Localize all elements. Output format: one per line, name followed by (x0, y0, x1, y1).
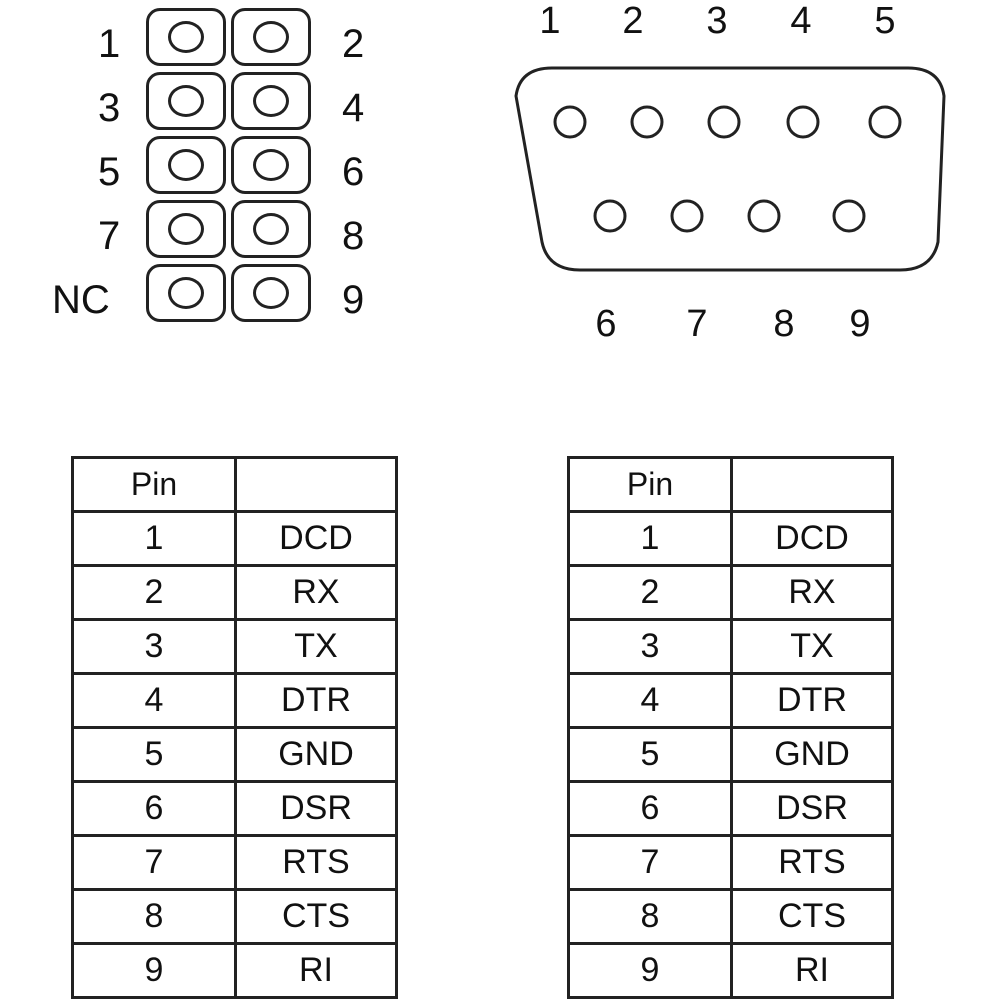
signal-cell: DCD (732, 512, 893, 566)
db9-shell (516, 68, 944, 270)
header-pin-label: NC (52, 278, 110, 322)
pin-number-cell: 6 (569, 782, 732, 836)
pin-number-cell: 7 (569, 836, 732, 890)
pin-number-cell: 8 (569, 890, 732, 944)
column-header: Pin (569, 458, 732, 512)
pin-hole (168, 21, 204, 53)
pin-hole (168, 85, 204, 117)
table-header-row (569, 458, 893, 512)
header-pin (146, 136, 226, 194)
table-row (569, 944, 893, 998)
db9-pin (632, 107, 662, 137)
db9-pin (788, 107, 818, 137)
header-pin-label: 8 (342, 214, 365, 258)
header-pin (231, 8, 311, 66)
column-header (236, 458, 397, 512)
signal-cell: GND (236, 728, 397, 782)
pin-number-cell: 5 (73, 728, 236, 782)
pin-hole (168, 277, 204, 309)
signal-cell: RI (236, 944, 397, 998)
signal-cell: DTR (236, 674, 397, 728)
db9-pin (672, 201, 702, 231)
signal-cell: GND (732, 728, 893, 782)
pin-number-cell: 6 (73, 782, 236, 836)
table-row (73, 512, 397, 566)
table-row (569, 782, 893, 836)
table-row (73, 566, 397, 620)
pin-number-cell: 7 (73, 836, 236, 890)
table-row (569, 728, 893, 782)
db9-pin (595, 201, 625, 231)
header-pin (231, 136, 311, 194)
header-pin (231, 264, 311, 322)
db9-pin-label: 7 (686, 303, 708, 345)
db9-pin (749, 201, 779, 231)
db9-pin (709, 107, 739, 137)
header-pin-label: 5 (98, 150, 121, 194)
pin-number-cell: 8 (73, 890, 236, 944)
table-row (569, 674, 893, 728)
pin-number-cell: 3 (569, 620, 732, 674)
pin-number-cell: 9 (569, 944, 732, 998)
db9-pin (555, 107, 585, 137)
pin-number-cell: 4 (569, 674, 732, 728)
db9-pin-label: 9 (849, 303, 871, 345)
header-pin (231, 72, 311, 130)
db9-pin (870, 107, 900, 137)
table-header-row (73, 458, 397, 512)
signal-cell: DTR (732, 674, 893, 728)
table-row (73, 674, 397, 728)
column-header (732, 458, 893, 512)
signal-cell: CTS (236, 890, 397, 944)
db9-pin-label: 5 (874, 0, 896, 42)
signal-cell: DCD (236, 512, 397, 566)
signal-cell: TX (236, 620, 397, 674)
pin-hole (253, 149, 289, 181)
db9-pin-label: 1 (539, 0, 561, 42)
header-pin-label: 4 (342, 86, 365, 130)
pin-number-cell: 1 (73, 512, 236, 566)
pin-number-cell: 5 (569, 728, 732, 782)
column-header: Pin (73, 458, 236, 512)
pin-number-cell: 1 (569, 512, 732, 566)
db9-connector (500, 0, 980, 360)
table-row (73, 782, 397, 836)
pinout-table-right (567, 456, 894, 999)
db9-pin-label: 8 (773, 303, 795, 345)
table-row (569, 836, 893, 890)
signal-cell: CTS (732, 890, 893, 944)
header-pin-label: 9 (342, 278, 365, 322)
pin-hole (253, 213, 289, 245)
header-pin (146, 200, 226, 258)
signal-cell: DSR (236, 782, 397, 836)
table-row (73, 836, 397, 890)
signal-cell: DSR (732, 782, 893, 836)
pinout-table-left (71, 456, 398, 999)
header-pin-label: 3 (98, 86, 121, 130)
db9-pin-label: 4 (790, 0, 812, 42)
table-row (569, 566, 893, 620)
table-row (73, 890, 397, 944)
pin-hole (253, 85, 289, 117)
signal-cell: TX (732, 620, 893, 674)
table-row (73, 620, 397, 674)
signal-cell: RTS (732, 836, 893, 890)
pin-hole (253, 277, 289, 309)
signal-cell: RI (732, 944, 893, 998)
table-row (73, 728, 397, 782)
signal-cell: RTS (236, 836, 397, 890)
header-pin (146, 72, 226, 130)
pin-number-cell: 9 (73, 944, 236, 998)
header-pin-label: 1 (98, 22, 121, 66)
header-pin (146, 264, 226, 322)
db9-pin-label: 2 (622, 0, 644, 42)
header-pin (231, 200, 311, 258)
pin-number-cell: 2 (569, 566, 732, 620)
header-pin-label: 6 (342, 150, 365, 194)
header-pin-label: 2 (342, 22, 365, 66)
table-row (73, 944, 397, 998)
signal-cell: RX (236, 566, 397, 620)
table-row (569, 512, 893, 566)
db9-pin (834, 201, 864, 231)
pin-number-cell: 4 (73, 674, 236, 728)
pin-number-cell: 3 (73, 620, 236, 674)
table-row (569, 890, 893, 944)
signal-cell: RX (732, 566, 893, 620)
db9-pin-label: 3 (706, 0, 728, 42)
table-row (569, 620, 893, 674)
pin-hole (253, 21, 289, 53)
pin-hole (168, 213, 204, 245)
db9-pin-label: 6 (595, 303, 617, 345)
pin-hole (168, 149, 204, 181)
header-pin-label: 7 (98, 214, 121, 258)
pin-number-cell: 2 (73, 566, 236, 620)
header-pin (146, 8, 226, 66)
